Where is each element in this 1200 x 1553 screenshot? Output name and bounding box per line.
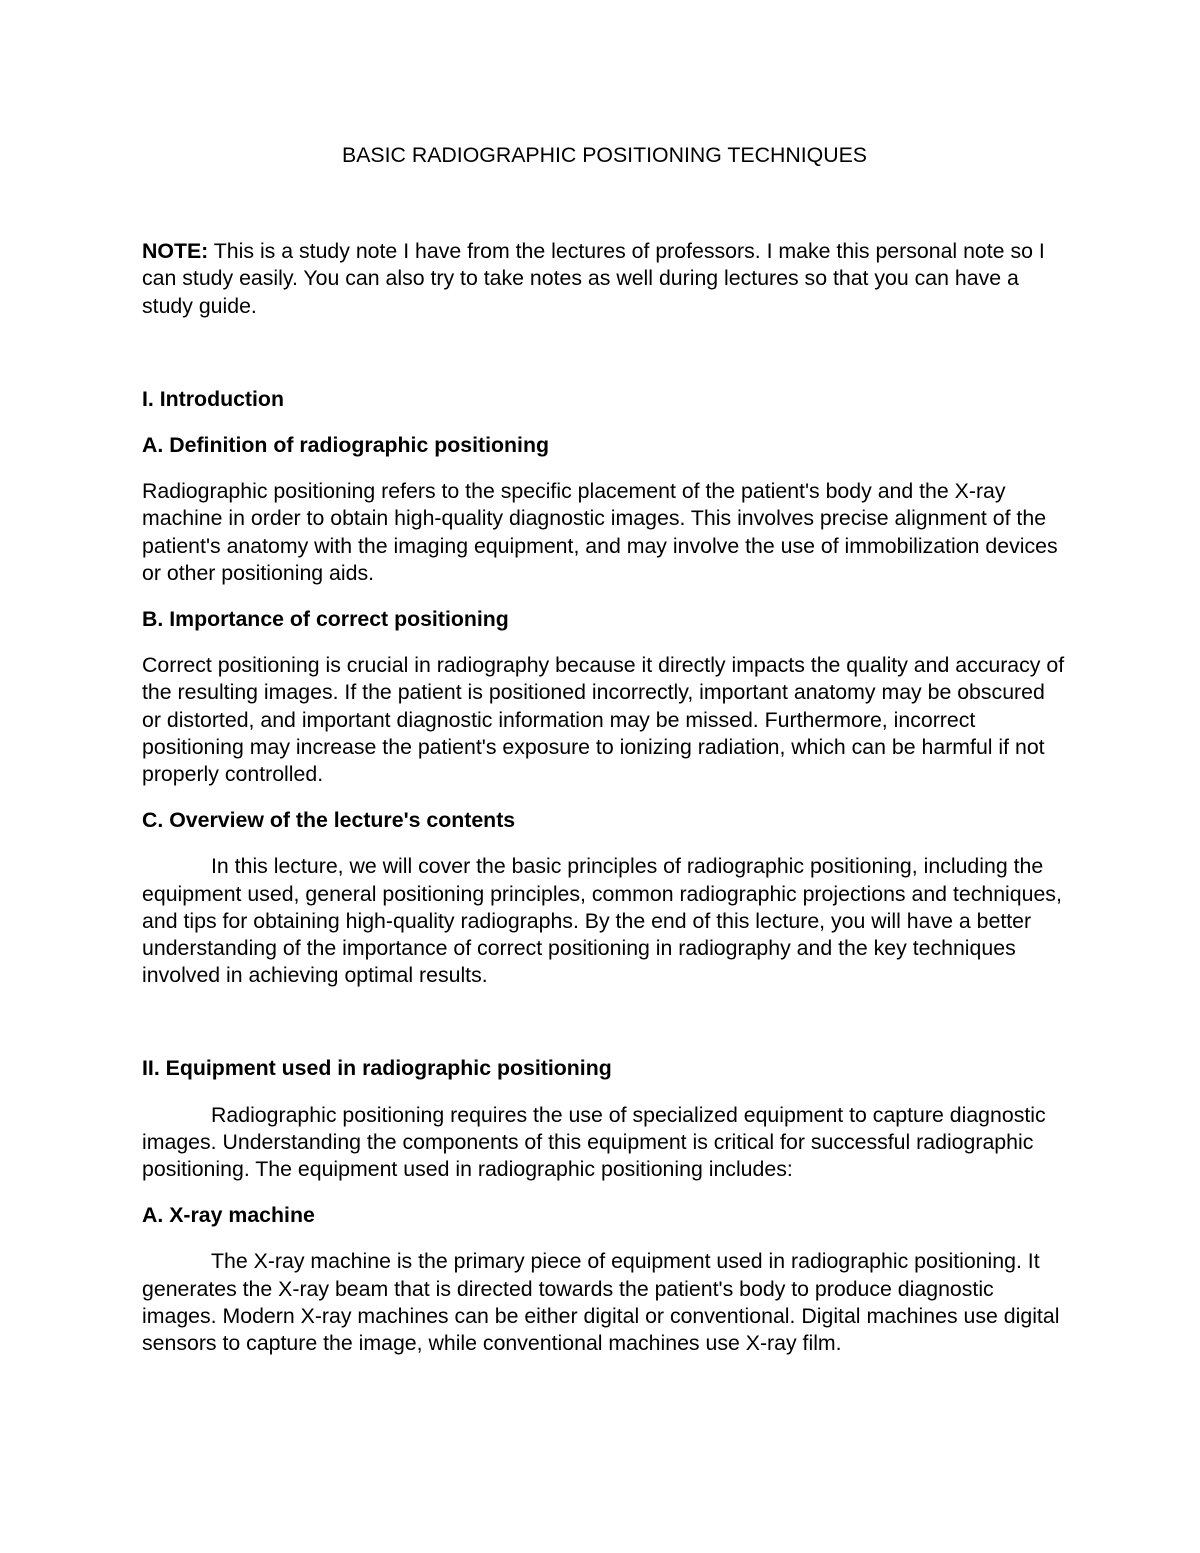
paragraph-definition: Radiographic positioning refers to the specific placement of the patient's body and the X-ray machine in order to obtain high-quality diagnostic images. This involves precise alignment of the patient's anatomy with the imaging equipment, and may involve the use of immobilization devices or other positioning aids. xyxy=(142,479,1058,585)
subheading-definition: A. Definition of radiographic positioning xyxy=(142,433,549,458)
document-title: BASIC RADIOGRAPHIC POSITIONING TECHNIQUES xyxy=(341,143,867,167)
paragraph-overview: In this lecture, we will cover the basic principles of radiographic positioning, including the equipment used, general positioning principles, common radiographic projections and techniques, and tips for obtaining high-quality radiographs. By the end of this lecture, you will have a better understanding of the importance of correct positioning in radiography and the key techniques involved in achieving optimal results. xyxy=(142,854,1062,988)
section-heading-equipment: II. Equipment used in radiographic positioning xyxy=(142,1056,612,1081)
note-label: NOTE: xyxy=(142,239,209,264)
paragraph-equipment-intro: Radiographic positioning requires the use of specialized equipment to capture diagnostic images. Understanding the components of this equipment is critical for successful radiographic positioning. The equipment used in radiographic positioning includes: xyxy=(142,1102,1046,1182)
section-heading-introduction: I. Introduction xyxy=(142,386,284,411)
subheading-xray-machine: A. X-ray machine xyxy=(142,1203,315,1228)
document-content xyxy=(142,142,1067,1357)
subheading-importance: B. Importance of correct positioning xyxy=(142,607,509,632)
subheading-overview: C. Overview of the lecture's contents xyxy=(142,808,516,833)
study-note xyxy=(142,238,1067,320)
paragraph-xray-machine: The X-ray machine is the primary piece of equipment used in radiographic positioning. It generates the X-ray beam that is directed towards the patient's body to produce diagnostic images. Modern X-ray machines can be either digital or conventional. Digital machines use digital sensors to capture the image, while conventional machines use X-ray film. xyxy=(142,1249,1060,1356)
note-text: This is a study note I have from the lectures of professors. I make this personal note so I can study easily. You can also try to take notes as well during lectures so that you can have a study guide. xyxy=(142,239,1045,318)
paragraph-importance: Correct positioning is crucial in radiography because it directly impacts the quality and accuracy of the resulting images. If the patient is positioned incorrectly, important anatomy may be obscured or distorted, and important diagnostic information may be missed. Furthermore, incorrect positioning may increase the patient's exposure to ionizing radiation, which can be harmful if not properly controlled. xyxy=(142,653,1065,787)
